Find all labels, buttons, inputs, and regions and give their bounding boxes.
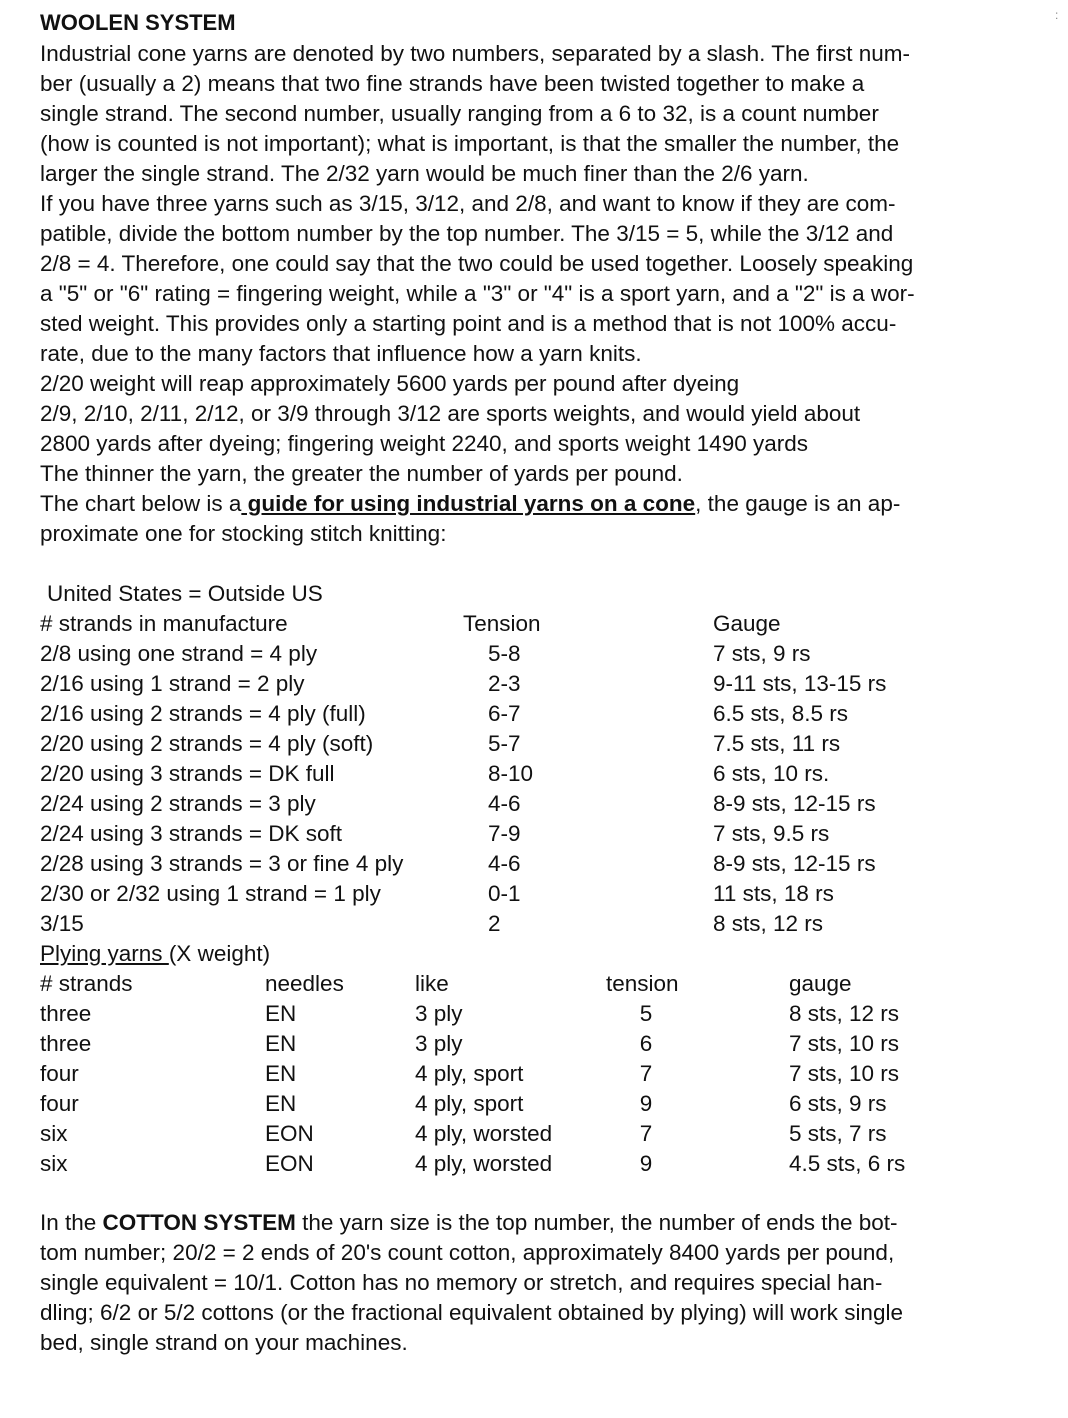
cotton-intro-rest: the yarn size is the top number, the number of ends the bot- bbox=[295, 1210, 898, 1235]
chart-intro-text-end: , the gauge is an ap- bbox=[695, 491, 901, 516]
table1-row-gauge: 11 sts, 18 rs bbox=[713, 881, 834, 906]
woolen-text-line: sted weight. This provides only a starting point and is a method that is not 100% accu- bbox=[40, 311, 897, 336]
table2-heading-weight: (X weight) bbox=[168, 941, 271, 966]
table2-row-needles: EN bbox=[265, 1001, 297, 1026]
table1-col-gauge: Gauge bbox=[713, 611, 781, 636]
table1-row-strands: 2/20 using 3 strands = DK full bbox=[40, 761, 335, 786]
table2-col-gauge: gauge bbox=[789, 971, 852, 996]
table2-heading-underlined: Plying yarns bbox=[40, 941, 169, 966]
table2-row-needles: EN bbox=[265, 1061, 297, 1086]
woolen-text-line: a "5" or "6" rating = fingering weight, while a "3" or "4" is a sport yarn, and a "2" is a wor- bbox=[40, 281, 915, 306]
table2-heading bbox=[40, 939, 270, 969]
table2-row-gauge: 5 sts, 7 rs bbox=[789, 1121, 887, 1146]
table1-row-gauge: 8 sts, 12 rs bbox=[713, 911, 824, 936]
woolen-text-line: larger the single strand. The 2/32 yarn would be much finer than the 2/6 yarn. bbox=[40, 161, 809, 186]
table1-row-gauge: 6 sts, 10 rs. bbox=[713, 761, 830, 786]
table2-row-like: 4 ply, sport bbox=[415, 1091, 524, 1116]
table2-row-gauge: 7 sts, 10 rs bbox=[789, 1061, 900, 1086]
table1-row-tension: 4-6 bbox=[488, 851, 521, 876]
cotton-system-term: COTTON SYSTEM bbox=[102, 1210, 296, 1235]
table1-row-strands: 3/15 bbox=[40, 911, 84, 936]
table2-row-strands: six bbox=[40, 1151, 68, 1176]
table1-row-tension: 8-10 bbox=[488, 761, 534, 786]
table1-row-tension: 0-1 bbox=[488, 881, 521, 906]
table1-row-gauge: 8-9 sts, 12-15 rs bbox=[713, 791, 876, 816]
table1-row-gauge: 7.5 sts, 11 rs bbox=[713, 731, 841, 756]
cotton-intro: In the bbox=[40, 1210, 103, 1235]
table1-row-strands: 2/20 using 2 strands = 4 ply (soft) bbox=[40, 731, 374, 756]
woolen-text-line: The thinner the yarn, the greater the number of yards per pound. bbox=[40, 461, 683, 486]
woolen-text-line: If you have three yarns such as 3/15, 3/12, and 2/8, and want to know if they are com- bbox=[40, 191, 896, 216]
table1-row-strands: 2/28 using 3 strands = 3 or fine 4 ply bbox=[40, 851, 404, 876]
table2-row-needles: EON bbox=[265, 1151, 314, 1176]
table2-row-strands: four bbox=[40, 1061, 79, 1086]
table2-row-like: 3 ply bbox=[415, 1031, 463, 1056]
table1-row-gauge: 6.5 sts, 8.5 rs bbox=[713, 701, 849, 726]
chart-intro-link-text: guide for using industrial yarns on a cone bbox=[241, 491, 696, 516]
table1-row-gauge: 8-9 sts, 12-15 rs bbox=[713, 851, 876, 876]
woolen-text-line: Industrial cone yarns are denoted by two numbers, separated by a slash. The first num- bbox=[40, 41, 911, 66]
table1-heading: United States = Outside US bbox=[47, 581, 323, 606]
table1-row-strands: 2/24 using 3 strands = DK soft bbox=[40, 821, 343, 846]
table2-row-strands: four bbox=[40, 1091, 79, 1116]
woolen-text-line: rate, due to the many factors that influence how a yarn knits. bbox=[40, 341, 642, 366]
table1-row-strands: 2/16 using 1 strand = 2 ply bbox=[40, 671, 305, 696]
table1-row-tension: 4-6 bbox=[488, 791, 521, 816]
table1-row-strands: 2/24 using 2 strands = 3 ply bbox=[40, 791, 316, 816]
table1-row-tension: 2-3 bbox=[488, 671, 521, 696]
table2-row-tension: 6 bbox=[639, 1031, 653, 1056]
scan-mark: : bbox=[1055, 8, 1059, 22]
table1-col-strands: # strands in manufacture bbox=[40, 611, 288, 636]
table2-row-like: 4 ply, worsted bbox=[415, 1151, 553, 1176]
table2-row-gauge: 6 sts, 9 rs bbox=[789, 1091, 887, 1116]
woolen-text-line: patible, divide the bottom number by the top number. The 3/15 = 5, while the 3/12 and bbox=[40, 221, 894, 246]
table2-col-needles: needles bbox=[265, 971, 344, 996]
table2-row-tension: 5 bbox=[639, 1001, 653, 1026]
table2-row-tension: 9 bbox=[639, 1091, 653, 1116]
table2-row-like: 3 ply bbox=[415, 1001, 463, 1026]
table1-row-strands: 2/30 or 2/32 using 1 strand = 1 ply bbox=[40, 881, 381, 906]
table1-row-gauge: 9-11 sts, 13-15 rs bbox=[713, 671, 887, 696]
woolen-text-line: (how is counted is not important); what is important, is that the smaller the number, the bbox=[40, 131, 900, 156]
table2-row-tension: 7 bbox=[639, 1121, 653, 1146]
table1-row-gauge: 7 sts, 9.5 rs bbox=[713, 821, 830, 846]
table2-row-gauge: 4.5 sts, 6 rs bbox=[789, 1151, 906, 1176]
woolen-text-line: ber (usually a 2) means that two fine strands have been twisted together to make a bbox=[40, 71, 865, 96]
cotton-text-line: single equivalent = 10/1. Cotton has no memory or stretch, and requires special han- bbox=[40, 1270, 883, 1295]
table2-row-strands: six bbox=[40, 1121, 68, 1146]
cotton-text-line: tom number; 20/2 = 2 ends of 20's count cotton, approximately 8400 yards per pound, bbox=[40, 1240, 895, 1265]
chart-intro-line-2: proximate one for stocking stitch knitting: bbox=[40, 521, 447, 546]
chart-intro-text: The chart below is a bbox=[40, 491, 242, 516]
table2-row-like: 4 ply, sport bbox=[415, 1061, 524, 1086]
table2-row-strands: three bbox=[40, 1001, 92, 1026]
table2-col-strands: # strands bbox=[40, 971, 133, 996]
table2-row-needles: EN bbox=[265, 1091, 297, 1116]
table2-col-like: like bbox=[415, 971, 449, 996]
table2-row-like: 4 ply, worsted bbox=[415, 1121, 553, 1146]
cotton-text-line: dling; 6/2 or 5/2 cottons (or the fractional equivalent obtained by plying) will work single bbox=[40, 1300, 903, 1325]
table1-col-tension: Tension bbox=[463, 611, 541, 636]
section-title-woolen: WOOLEN SYSTEM bbox=[40, 10, 236, 35]
table2-row-tension: 9 bbox=[639, 1151, 653, 1176]
table1-row-strands: 2/8 using one strand = 4 ply bbox=[40, 641, 318, 666]
table1-row-tension: 2 bbox=[488, 911, 501, 936]
table2-row-needles: EON bbox=[265, 1121, 314, 1146]
table2-row-strands: three bbox=[40, 1031, 92, 1056]
table1-row-tension: 5-8 bbox=[488, 641, 521, 666]
table1-row-gauge: 7 sts, 9 rs bbox=[713, 641, 811, 666]
table2-row-needles: EN bbox=[265, 1031, 297, 1056]
woolen-text-line: single strand. The second number, usually ranging from a 6 to 32, is a count number bbox=[40, 101, 879, 126]
cotton-first-line bbox=[40, 1208, 898, 1238]
woolen-text-line: 2800 yards after dyeing; fingering weight 2240, and sports weight 1490 yards bbox=[40, 431, 808, 456]
cotton-text-line: bed, single strand on your machines. bbox=[40, 1330, 408, 1355]
table2-row-tension: 7 bbox=[639, 1061, 653, 1086]
table2-col-tension: tension bbox=[606, 971, 679, 996]
table1-row-strands: 2/16 using 2 strands = 4 ply (full) bbox=[40, 701, 366, 726]
table1-row-tension: 6-7 bbox=[488, 701, 521, 726]
chart-intro-line bbox=[40, 489, 900, 519]
woolen-text-line: 2/8 = 4. Therefore, one could say that the two could be used together. Loosely speaking bbox=[40, 251, 914, 276]
woolen-text-line: 2/20 weight will reap approximately 5600 yards per pound after dyeing bbox=[40, 371, 740, 396]
woolen-text-line: 2/9, 2/10, 2/11, 2/12, or 3/9 through 3/12 are sports weights, and would yield about bbox=[40, 401, 861, 426]
table2-row-gauge: 8 sts, 12 rs bbox=[789, 1001, 900, 1026]
table2-row-gauge: 7 sts, 10 rs bbox=[789, 1031, 900, 1056]
table1-row-tension: 7-9 bbox=[488, 821, 521, 846]
table1-row-tension: 5-7 bbox=[488, 731, 521, 756]
